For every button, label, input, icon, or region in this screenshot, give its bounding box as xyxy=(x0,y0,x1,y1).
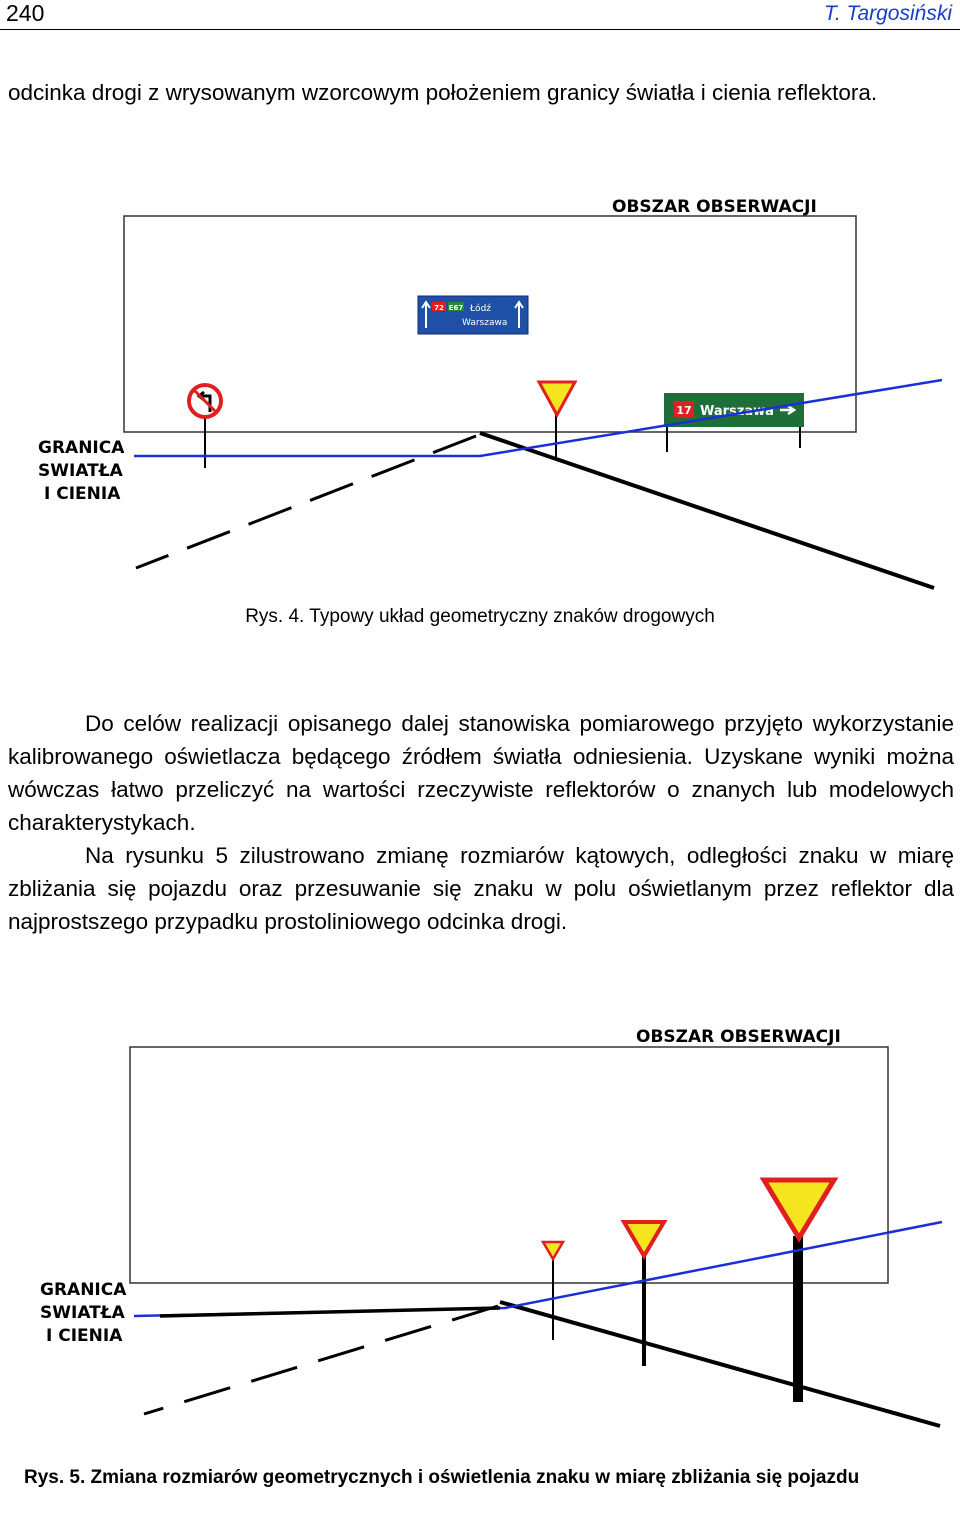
body-text xyxy=(8,707,954,938)
page-number: 240 xyxy=(6,0,45,26)
fig4-yield-sign xyxy=(539,382,575,460)
running-author: T. Targosiński xyxy=(823,2,952,25)
fig5-yield-sign-near xyxy=(764,1180,834,1402)
fig4-direction-sign xyxy=(418,296,528,334)
svg-text:Łódź: Łódź xyxy=(470,304,492,314)
figure-4 xyxy=(0,180,960,600)
figure-5 xyxy=(0,1010,960,1450)
figure-5-caption xyxy=(24,1466,940,1490)
fig4-area-label: OBSZAR OBSERWACJI xyxy=(612,197,817,217)
fig5-right-road-edge xyxy=(500,1302,940,1426)
fig4-light-boundary-line xyxy=(134,380,942,456)
fig4-boundary-label: GRANICA SWIATŁA I CIENIA xyxy=(38,438,125,504)
fig5-center-dashed-line xyxy=(144,1306,498,1414)
svg-text:Warszawa: Warszawa xyxy=(700,404,774,419)
figure-5-label: Rys. 5. xyxy=(24,1467,86,1488)
body-paragraph-2: Na rysunku 5 zilustrowano zmianę rozmiarów kątowych, odległości znaku w miarę zbliżania się pojazdu oraz przesuwanie się znaku w polu oświetlanym przez reflektor dla najprostszego przypadku prostoliniowego odcinka drogi. xyxy=(8,843,954,934)
fig5-observation-area xyxy=(130,1047,888,1283)
fig5-boundary-segment xyxy=(160,1308,500,1316)
fig5-light-boundary-line xyxy=(134,1222,942,1316)
body-paragraph-1: Do celów realizacji opisanego dalej stanowiska pomiarowego przyjęto wykorzystanie kalibrowanego oświetlacza będącego źródłem światła odniesienia. Uzyskane wyniki można wówczas łatwo przeliczyć na wartości rzeczywiste reflektorów o znanych lub modelowych charakterystykach. xyxy=(8,711,954,835)
figure-4-label: Rys. 4. xyxy=(245,606,305,627)
svg-text:17: 17 xyxy=(676,404,692,417)
fig5-yield-sign-far xyxy=(543,1242,563,1340)
svg-text:E67: E67 xyxy=(448,304,464,312)
svg-text:Warszawa: Warszawa xyxy=(462,318,508,328)
figure-5-caption-text: Zmiana rozmiarów geometrycznych i oświetlenia znaku w miarę zbliżania się pojazdu xyxy=(90,1467,860,1488)
figure-4-caption-text: Typowy układ geometryczny znaków drogowych xyxy=(309,606,715,627)
fig4-right-road-edge xyxy=(480,433,934,588)
intro-paragraph: odcinka drogi z wrysowanym wzorcowym położeniem granicy światła i cienia reflektora. xyxy=(8,80,878,105)
figure-4-caption xyxy=(0,606,960,628)
fig5-boundary-label: GRANICA SWIATŁA I CIENIA xyxy=(40,1280,127,1346)
svg-text:72: 72 xyxy=(434,304,444,312)
header-rule xyxy=(0,29,960,30)
fig5-area-label: OBSZAR OBSERWACJI xyxy=(636,1027,841,1047)
